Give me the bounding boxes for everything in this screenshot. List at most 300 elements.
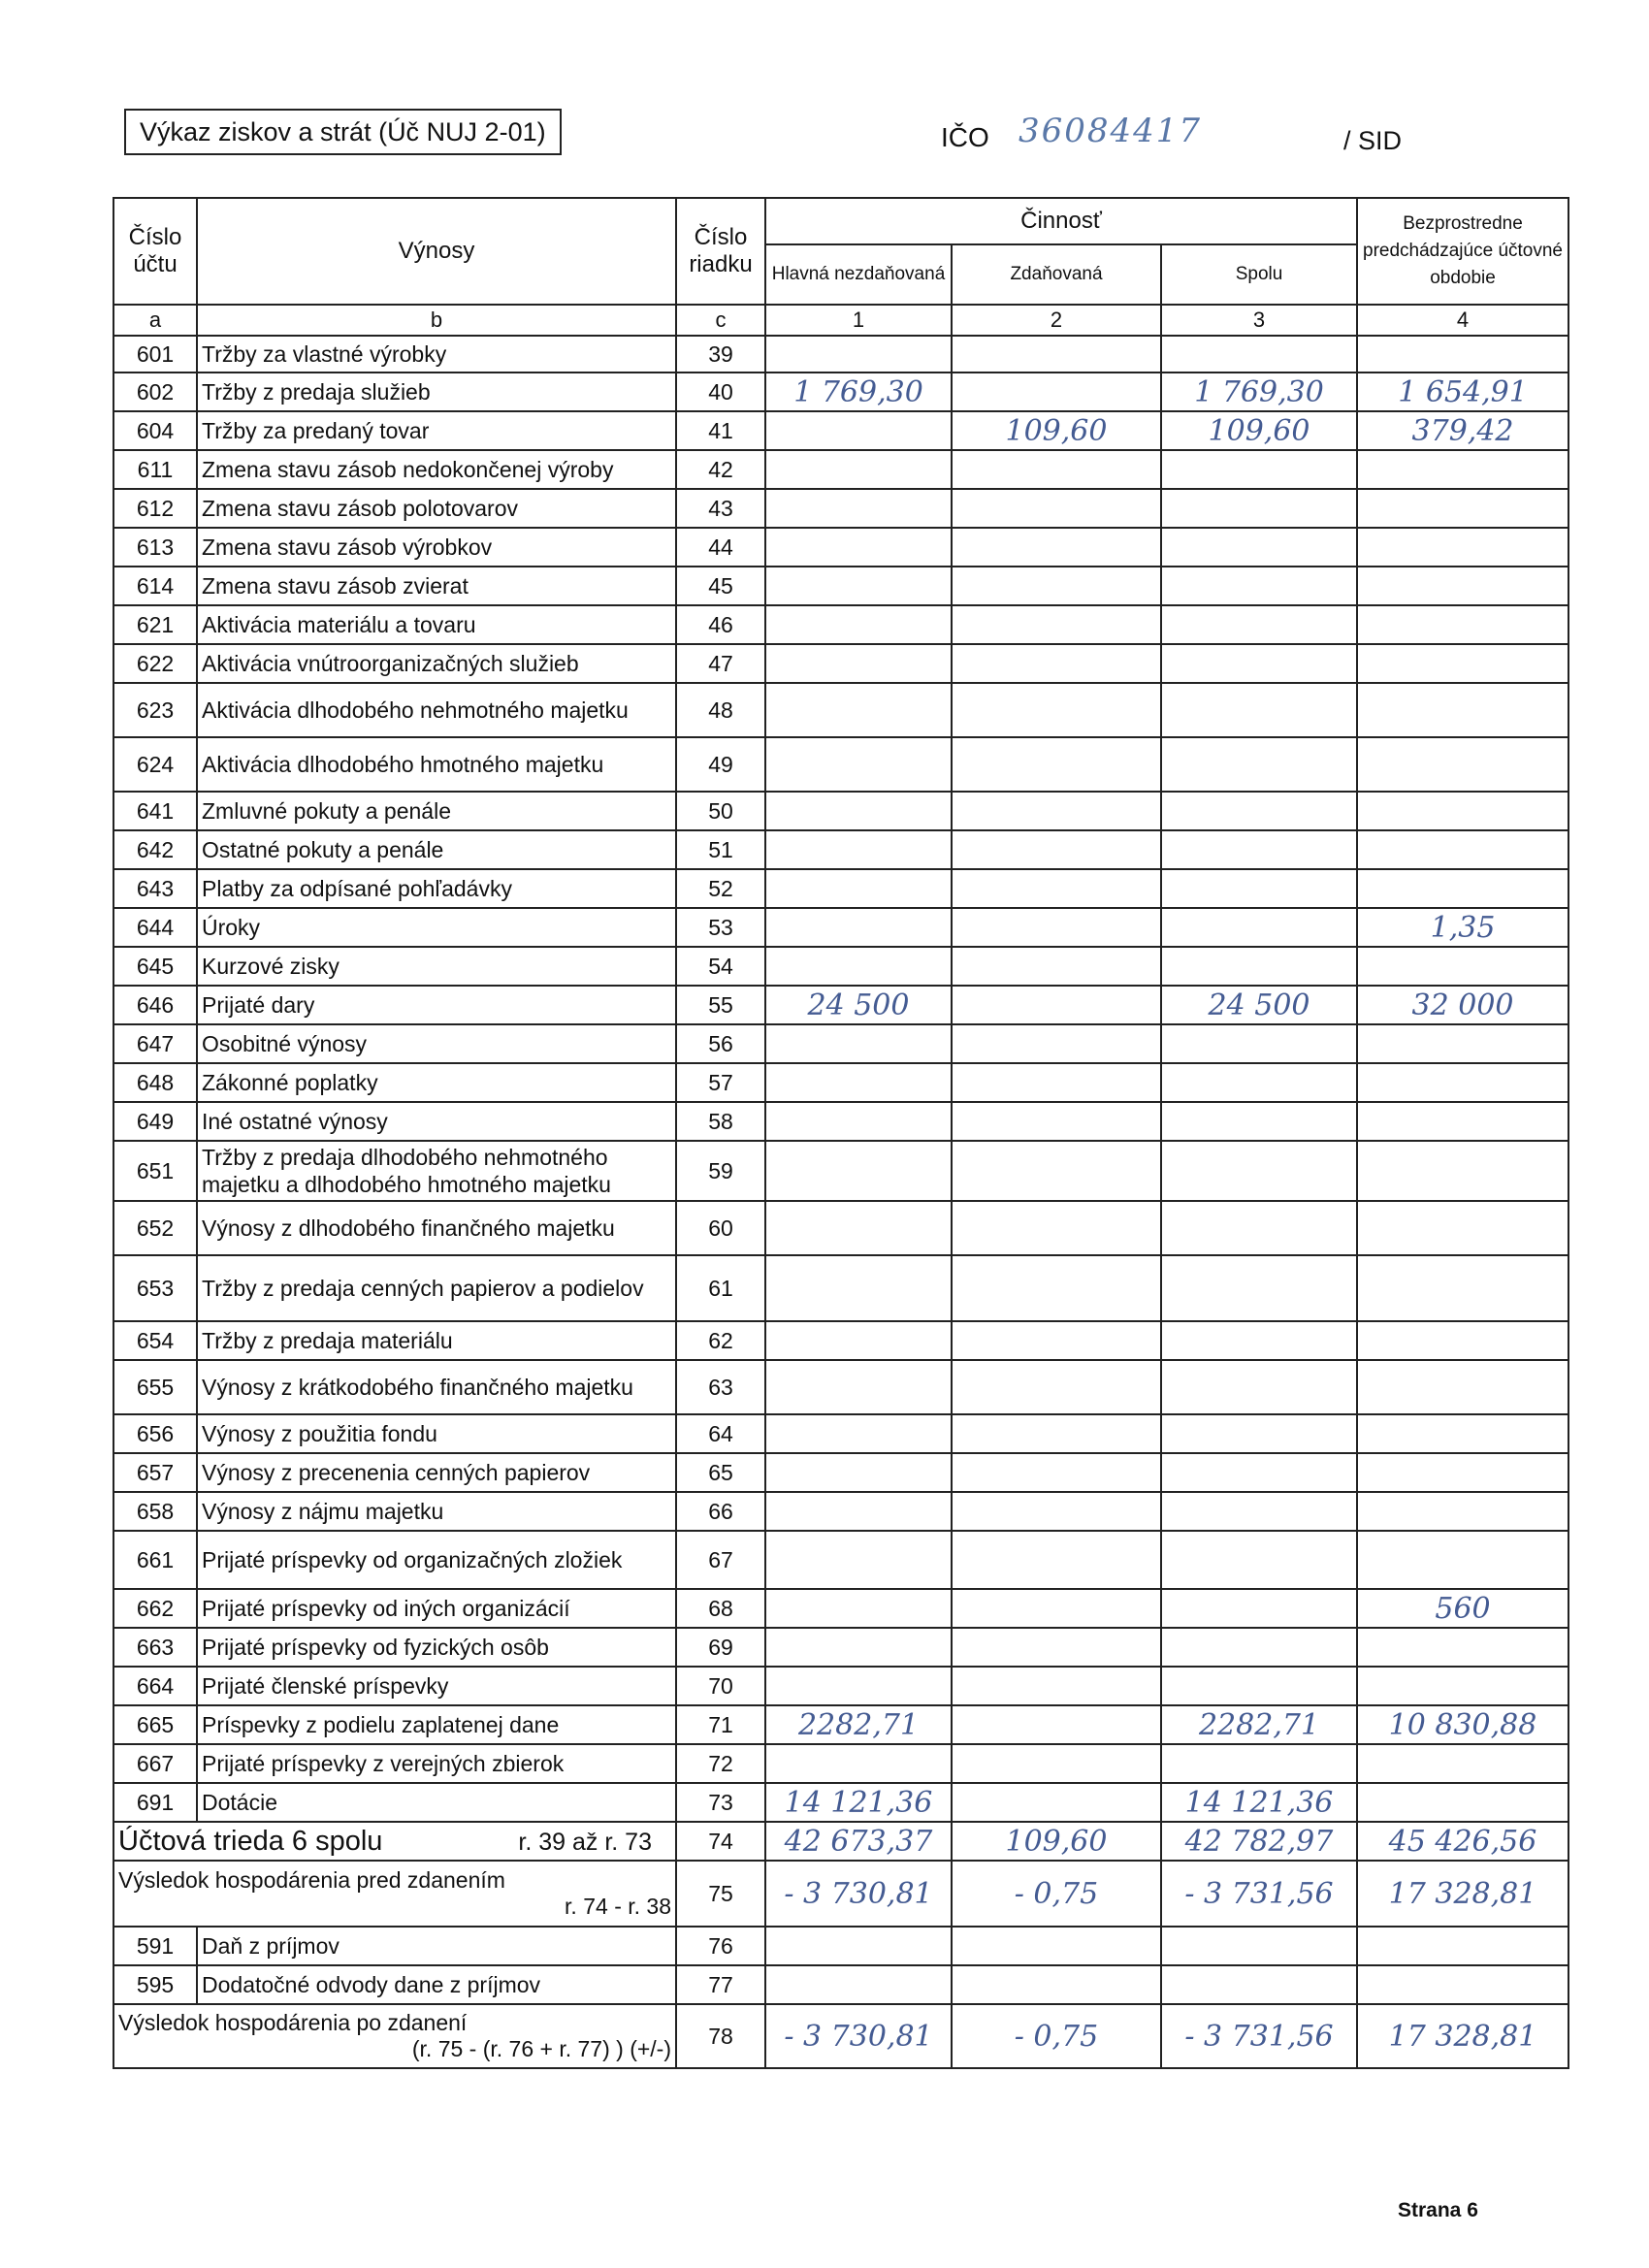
- account-number: 658: [113, 1492, 197, 1531]
- value-predch: [1357, 450, 1568, 489]
- value-zdanovana: [952, 869, 1161, 908]
- account-number: 661: [113, 1531, 197, 1589]
- value-spolu: - 3 731,56: [1161, 2004, 1357, 2068]
- row-number: 41: [676, 411, 765, 450]
- value-zdanovana: [952, 1589, 1161, 1628]
- value-hlavna: [765, 450, 952, 489]
- account-number: 642: [113, 830, 197, 869]
- value-zdanovana: [952, 1141, 1161, 1201]
- value-hlavna: [765, 1453, 952, 1492]
- row-number: 45: [676, 567, 765, 605]
- value-predch: 32 000: [1357, 986, 1568, 1024]
- value-hlavna: [765, 737, 952, 792]
- value-spolu: [1161, 1360, 1357, 1414]
- value-predch: [1357, 1628, 1568, 1667]
- account-number: 622: [113, 644, 197, 683]
- row-number: 55: [676, 986, 765, 1024]
- value-hlavna: [765, 830, 952, 869]
- table-row: [113, 489, 1568, 528]
- header-hlavna: Hlavná nezdaňovaná: [765, 244, 952, 305]
- value-spolu: [1161, 1927, 1357, 1965]
- summary-row-vh-po: [113, 2004, 1568, 2068]
- header-zdanovana: Zdaňovaná: [952, 244, 1161, 305]
- row-number: 44: [676, 528, 765, 567]
- value-hlavna: [765, 644, 952, 683]
- value-predch: [1357, 869, 1568, 908]
- account-name: Prijaté príspevky z verejných zbierok: [197, 1744, 676, 1783]
- value-spolu: [1161, 644, 1357, 683]
- row-number: 64: [676, 1414, 765, 1453]
- value-zdanovana: [952, 1667, 1161, 1705]
- account-number: 656: [113, 1414, 197, 1453]
- account-name: Tržby z predaja materiálu: [197, 1321, 676, 1360]
- header-spolu: Spolu: [1161, 244, 1357, 305]
- value-hlavna: [765, 411, 952, 450]
- value-predch: 560: [1357, 1589, 1568, 1628]
- account-number: 621: [113, 605, 197, 644]
- account-number: 648: [113, 1063, 197, 1102]
- account-name: Zmena stavu zásob nedokončenej výroby: [197, 450, 676, 489]
- header-cislo-uctu: Číslo účtu: [113, 198, 197, 305]
- row-number: 57: [676, 1063, 765, 1102]
- value-zdanovana: [952, 1531, 1161, 1589]
- account-name: Aktivácia materiálu a tovaru: [197, 605, 676, 644]
- value-zdanovana: [952, 1705, 1161, 1744]
- value-zdanovana: [952, 737, 1161, 792]
- vh-po-label: Výsledok hospodárenia po zdanení: [118, 2010, 468, 2035]
- account-name: Prijaté príspevky od iných organizácií: [197, 1589, 676, 1628]
- value-predch: [1357, 1492, 1568, 1531]
- account-name: Úroky: [197, 908, 676, 947]
- value-spolu: [1161, 1744, 1357, 1783]
- value-predch: [1357, 567, 1568, 605]
- row-number: 78: [676, 2004, 765, 2068]
- page-number: Strana 6: [1398, 2199, 1478, 2221]
- row-number: 71: [676, 1705, 765, 1744]
- account-name: Dotácie: [197, 1783, 676, 1822]
- row-number: 47: [676, 644, 765, 683]
- account-name: Výnosy z precenenia cenných papierov: [197, 1453, 676, 1492]
- value-zdanovana: - 0,75: [952, 1861, 1161, 1927]
- row-number: 39: [676, 336, 765, 373]
- value-predch: [1357, 1360, 1568, 1414]
- value-predch: [1357, 1667, 1568, 1705]
- account-name: Daň z príjmov: [197, 1927, 676, 1965]
- value-predch: [1357, 792, 1568, 830]
- account-number: 654: [113, 1321, 197, 1360]
- value-predch: [1357, 336, 1568, 373]
- header-cinnost: Činnosť: [765, 198, 1357, 244]
- value-zdanovana: [952, 373, 1161, 411]
- row-number: 63: [676, 1360, 765, 1414]
- value-hlavna: [765, 489, 952, 528]
- value-spolu: [1161, 528, 1357, 567]
- value-hlavna: [765, 605, 952, 644]
- value-hlavna: [765, 1141, 952, 1201]
- table-row: [113, 1321, 1568, 1360]
- account-number: 647: [113, 1024, 197, 1063]
- value-predch: [1357, 605, 1568, 644]
- account-number: 664: [113, 1667, 197, 1705]
- account-number: 652: [113, 1201, 197, 1255]
- account-name: Kurzové zisky: [197, 947, 676, 986]
- col-ref: c: [676, 305, 765, 336]
- row-number: 69: [676, 1628, 765, 1667]
- value-spolu: 1 769,30: [1161, 373, 1357, 411]
- table-row: [113, 830, 1568, 869]
- table-row: [113, 567, 1568, 605]
- value-spolu: [1161, 683, 1357, 737]
- account-number: 649: [113, 1102, 197, 1141]
- value-predch: [1357, 1927, 1568, 1965]
- value-predch: 10 830,88: [1357, 1705, 1568, 1744]
- value-hlavna: [765, 1102, 952, 1141]
- account-name: Prijaté príspevky od fyzických osôb: [197, 1628, 676, 1667]
- value-predch: [1357, 1063, 1568, 1102]
- account-number: 641: [113, 792, 197, 830]
- value-spolu: [1161, 737, 1357, 792]
- row-number: 51: [676, 830, 765, 869]
- value-spolu: 42 782,97: [1161, 1822, 1357, 1861]
- table-row: [113, 683, 1568, 737]
- account-name: Príspevky z podielu zaplatenej dane: [197, 1705, 676, 1744]
- column-ref-row: [113, 305, 1568, 336]
- table-row: [113, 947, 1568, 986]
- account-name: Prijaté členské príspevky: [197, 1667, 676, 1705]
- account-name: Ostatné pokuty a penále: [197, 830, 676, 869]
- value-hlavna: [765, 683, 952, 737]
- account-number: 644: [113, 908, 197, 947]
- table-row: [113, 1024, 1568, 1063]
- account-name: Platby za odpísané pohľadávky: [197, 869, 676, 908]
- row-number: 72: [676, 1744, 765, 1783]
- summary-row-odvody: [113, 1965, 1568, 2004]
- value-predch: [1357, 683, 1568, 737]
- value-spolu: [1161, 1102, 1357, 1141]
- value-predch: [1357, 1783, 1568, 1822]
- value-spolu: [1161, 489, 1357, 528]
- account-number: 653: [113, 1255, 197, 1321]
- account-number: 662: [113, 1589, 197, 1628]
- account-name: Zmena stavu zásob výrobkov: [197, 528, 676, 567]
- account-name: Prijaté dary: [197, 986, 676, 1024]
- account-name: Výnosy z dlhodobého finančného majetku: [197, 1201, 676, 1255]
- value-hlavna: [765, 1628, 952, 1667]
- value-hlavna: [765, 1414, 952, 1453]
- account-number: 645: [113, 947, 197, 986]
- table-row: [113, 1628, 1568, 1667]
- value-spolu: 2282,71: [1161, 1705, 1357, 1744]
- account-name: Osobitné výnosy: [197, 1024, 676, 1063]
- value-zdanovana: [952, 489, 1161, 528]
- header-predchadzajuce: Bezprostredne predchádzajúce účtovné obdobie: [1357, 198, 1568, 305]
- value-spolu: [1161, 1414, 1357, 1453]
- account-name: Iné ostatné výnosy: [197, 1102, 676, 1141]
- vh-pred-formula: r. 74 - r. 38: [565, 1894, 671, 1919]
- income-statement-table: [113, 197, 1569, 2069]
- value-predch: [1357, 1453, 1568, 1492]
- table-row: [113, 792, 1568, 830]
- row-number: 42: [676, 450, 765, 489]
- value-hlavna: - 3 730,81: [765, 2004, 952, 2068]
- account-number: 601: [113, 336, 197, 373]
- row-number: 66: [676, 1492, 765, 1531]
- value-spolu: [1161, 792, 1357, 830]
- col-ref: 1: [765, 305, 952, 336]
- row-number: 52: [676, 869, 765, 908]
- account-number: 604: [113, 411, 197, 450]
- row-number: 74: [676, 1822, 765, 1861]
- ico-label: IČO: [941, 122, 989, 152]
- account-name: Výnosy z použitia fondu: [197, 1414, 676, 1453]
- value-spolu: [1161, 1063, 1357, 1102]
- value-hlavna: 42 673,37: [765, 1822, 952, 1861]
- value-zdanovana: [952, 683, 1161, 737]
- value-spolu: [1161, 1255, 1357, 1321]
- vh-po-label-cell: [113, 2004, 676, 2068]
- value-spolu: [1161, 1628, 1357, 1667]
- table-row: [113, 528, 1568, 567]
- account-number: 657: [113, 1453, 197, 1492]
- row-number: 49: [676, 737, 765, 792]
- row-number: 68: [676, 1589, 765, 1628]
- value-spolu: [1161, 947, 1357, 986]
- table-row: [113, 737, 1568, 792]
- row-number: 73: [676, 1783, 765, 1822]
- table-row: [113, 1414, 1568, 1453]
- account-number: 665: [113, 1705, 197, 1744]
- table-row: [113, 1667, 1568, 1705]
- value-spolu: [1161, 1589, 1357, 1628]
- value-predch: [1357, 1744, 1568, 1783]
- account-number: 614: [113, 567, 197, 605]
- table-row: [113, 1063, 1568, 1102]
- value-spolu: [1161, 869, 1357, 908]
- row-number: 65: [676, 1453, 765, 1492]
- account-name: Tržby z predaja cenných papierov a podielov: [197, 1255, 676, 1321]
- row-number: 56: [676, 1024, 765, 1063]
- row-number: 59: [676, 1141, 765, 1201]
- table-row: [113, 986, 1568, 1024]
- account-name: Tržby z predaja dlhodobého nehmotného majetku a dlhodobého hmotného majetku: [197, 1141, 676, 1201]
- value-hlavna: [765, 908, 952, 947]
- value-zdanovana: [952, 1255, 1161, 1321]
- table-row: [113, 1453, 1568, 1492]
- table-row: [113, 411, 1568, 450]
- value-predch: [1357, 528, 1568, 567]
- value-zdanovana: [952, 830, 1161, 869]
- value-zdanovana: [952, 1453, 1161, 1492]
- table-row: [113, 1531, 1568, 1589]
- vh-po-formula: (r. 75 - (r. 76 + r. 77) ) (+/-): [411, 2036, 671, 2061]
- value-hlavna: 2282,71: [765, 1705, 952, 1744]
- col-ref: 2: [952, 305, 1161, 336]
- table-row: [113, 450, 1568, 489]
- account-name: Tržby za predaný tovar: [197, 411, 676, 450]
- row-number: 53: [676, 908, 765, 947]
- value-predch: [1357, 1965, 1568, 2004]
- value-hlavna: [765, 336, 952, 373]
- value-predch: 379,42: [1357, 411, 1568, 450]
- value-hlavna: [765, 1492, 952, 1531]
- col-ref: 3: [1161, 305, 1357, 336]
- value-predch: 1,35: [1357, 908, 1568, 947]
- table-row: [113, 1102, 1568, 1141]
- value-predch: [1357, 1102, 1568, 1141]
- table-row: [113, 373, 1568, 411]
- value-zdanovana: - 0,75: [952, 2004, 1161, 2068]
- value-hlavna: 14 121,36: [765, 1783, 952, 1822]
- account-number: 623: [113, 683, 197, 737]
- value-zdanovana: [952, 792, 1161, 830]
- value-hlavna: [765, 1531, 952, 1589]
- table-row: [113, 1589, 1568, 1628]
- row-number: 61: [676, 1255, 765, 1321]
- value-spolu: 24 500: [1161, 986, 1357, 1024]
- account-name: Tržby z predaja služieb: [197, 373, 676, 411]
- table-row: [113, 1141, 1568, 1201]
- value-zdanovana: [952, 1360, 1161, 1414]
- value-predch: 17 328,81: [1357, 2004, 1568, 2068]
- account-number: 602: [113, 373, 197, 411]
- account-number: 646: [113, 986, 197, 1024]
- value-hlavna: - 3 730,81: [765, 1861, 952, 1927]
- value-predch: [1357, 644, 1568, 683]
- table-row: [113, 1201, 1568, 1255]
- value-hlavna: [765, 567, 952, 605]
- value-hlavna: [765, 1927, 952, 1965]
- value-zdanovana: [952, 1628, 1161, 1667]
- table-row: [113, 1783, 1568, 1822]
- row-number: 40: [676, 373, 765, 411]
- table-row: [113, 1492, 1568, 1531]
- table-row: [113, 1255, 1568, 1321]
- col-ref: b: [197, 305, 676, 336]
- value-hlavna: [765, 947, 952, 986]
- value-spolu: 109,60: [1161, 411, 1357, 450]
- account-name: Výnosy z nájmu majetku: [197, 1492, 676, 1531]
- value-zdanovana: [952, 1102, 1161, 1141]
- account-name: Aktivácia dlhodobého hmotného majetku: [197, 737, 676, 792]
- value-zdanovana: [952, 1201, 1161, 1255]
- value-zdanovana: [952, 336, 1161, 373]
- value-hlavna: [765, 1589, 952, 1628]
- row-number: 67: [676, 1531, 765, 1589]
- account-name: Zmena stavu zásob zvierat: [197, 567, 676, 605]
- summary-row-trieda: [113, 1822, 1568, 1861]
- value-hlavna: 1 769,30: [765, 373, 952, 411]
- value-zdanovana: [952, 1063, 1161, 1102]
- value-zdanovana: [952, 1492, 1161, 1531]
- value-spolu: [1161, 1531, 1357, 1589]
- value-hlavna: [765, 1024, 952, 1063]
- account-number: 595: [113, 1965, 197, 2004]
- value-spolu: [1161, 1024, 1357, 1063]
- row-number: 70: [676, 1667, 765, 1705]
- table-row: [113, 1705, 1568, 1744]
- account-name: Zákonné poplatky: [197, 1063, 676, 1102]
- row-number: 54: [676, 947, 765, 986]
- value-hlavna: [765, 1255, 952, 1321]
- table-row: [113, 869, 1568, 908]
- value-zdanovana: [952, 450, 1161, 489]
- value-spolu: [1161, 1321, 1357, 1360]
- table-row: [113, 1744, 1568, 1783]
- account-number: 651: [113, 1141, 197, 1201]
- account-number: 655: [113, 1360, 197, 1414]
- value-spolu: [1161, 1965, 1357, 2004]
- value-spolu: [1161, 567, 1357, 605]
- account-name: Výnosy z krátkodobého finančného majetku: [197, 1360, 676, 1414]
- value-zdanovana: [952, 528, 1161, 567]
- value-predch: [1357, 947, 1568, 986]
- value-spolu: [1161, 1492, 1357, 1531]
- account-name: Aktivácia vnútroorganizačných služieb: [197, 644, 676, 683]
- value-predch: 17 328,81: [1357, 1861, 1568, 1927]
- row-number: 46: [676, 605, 765, 644]
- value-spolu: [1161, 908, 1357, 947]
- value-zdanovana: [952, 567, 1161, 605]
- value-zdanovana: [952, 1927, 1161, 1965]
- value-zdanovana: [952, 1965, 1161, 2004]
- value-spolu: [1161, 830, 1357, 869]
- table-row: [113, 908, 1568, 947]
- value-predch: [1357, 1531, 1568, 1589]
- account-name: Dodatočné odvody dane z príjmov: [197, 1965, 676, 2004]
- value-hlavna: [765, 1063, 952, 1102]
- vh-pred-label: Výsledok hospodárenia pred zdanením: [118, 1867, 505, 1893]
- header-cislo-riadku: Číslo riadku: [676, 198, 765, 305]
- value-spolu: [1161, 450, 1357, 489]
- table-row: [113, 605, 1568, 644]
- value-predch: 1 654,91: [1357, 373, 1568, 411]
- value-hlavna: [765, 792, 952, 830]
- sid-label: / SID: [1343, 126, 1403, 155]
- value-zdanovana: [952, 644, 1161, 683]
- value-zdanovana: [952, 1414, 1161, 1453]
- value-predch: [1357, 737, 1568, 792]
- value-hlavna: [765, 528, 952, 567]
- account-number: 643: [113, 869, 197, 908]
- value-zdanovana: [952, 986, 1161, 1024]
- account-number: 611: [113, 450, 197, 489]
- value-predch: [1357, 1414, 1568, 1453]
- vh-pred-label-cell: [113, 1861, 676, 1927]
- value-spolu: [1161, 1201, 1357, 1255]
- value-hlavna: [765, 1744, 952, 1783]
- value-zdanovana: [952, 605, 1161, 644]
- value-zdanovana: [952, 1783, 1161, 1822]
- account-name: Aktivácia dlhodobého nehmotného majetku: [197, 683, 676, 737]
- summary-row-vh-pred: [113, 1861, 1568, 1927]
- account-number: 613: [113, 528, 197, 567]
- value-predch: [1357, 1255, 1568, 1321]
- header-vynosy: Výnosy: [197, 198, 676, 305]
- account-number: 624: [113, 737, 197, 792]
- value-spolu: [1161, 336, 1357, 373]
- value-hlavna: [765, 1321, 952, 1360]
- value-predch: [1357, 1141, 1568, 1201]
- value-zdanovana: [952, 1744, 1161, 1783]
- value-predch: [1357, 489, 1568, 528]
- table-row: [113, 1360, 1568, 1414]
- row-number: 43: [676, 489, 765, 528]
- trieda-label-cell: [113, 1822, 676, 1861]
- account-number: 591: [113, 1927, 197, 1965]
- account-number: 663: [113, 1628, 197, 1667]
- col-ref: 4: [1357, 305, 1568, 336]
- row-number: 76: [676, 1927, 765, 1965]
